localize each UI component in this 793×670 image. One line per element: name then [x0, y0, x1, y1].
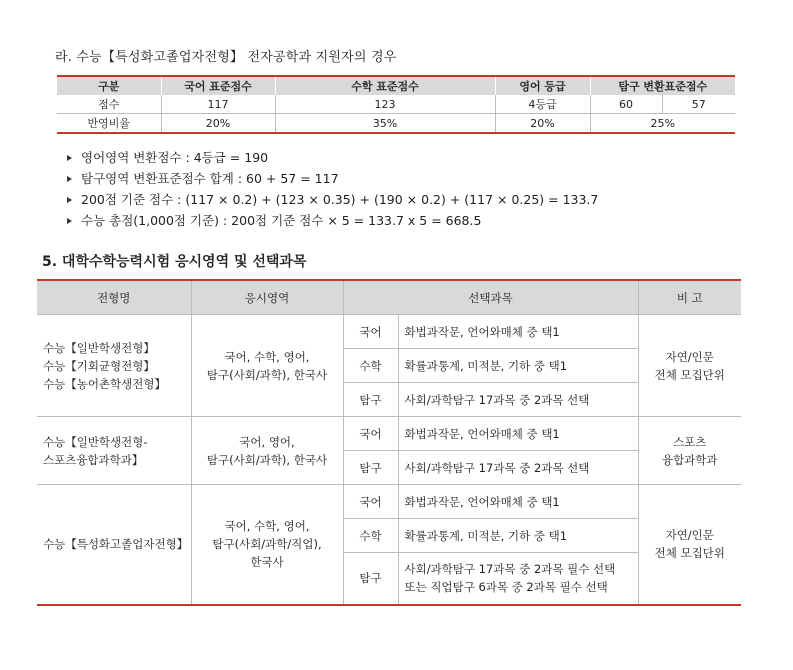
cell-value: 4등급	[495, 95, 590, 114]
exam-areas-cell: 국어, 수학, 영어, 탐구(사회/과학), 한국사	[191, 315, 343, 417]
score-example-table	[57, 75, 735, 134]
subject-area-cell: 국어	[343, 485, 398, 519]
notes-cell: 스포츠 융합과학과	[638, 417, 741, 485]
subject-options-cell: 화법과작문, 언어와매체 중 택1	[398, 315, 638, 349]
subject-options-cell: 사회/과학탐구 17과목 중 2과목 선택	[398, 451, 638, 485]
header-category: 구분	[57, 76, 161, 95]
admission-type-cell: 수능【특성화고졸업자전형】	[37, 485, 191, 605]
cell-value: 20%	[495, 114, 590, 134]
cell-value: 25%	[590, 114, 735, 134]
section-ra-title: 라. 수능【특성화고졸업자전형】 전자공학과 지원자의 경우	[55, 50, 397, 65]
row-label: 점수	[57, 95, 161, 114]
cell-value: 35%	[275, 114, 495, 134]
table-row	[57, 95, 735, 114]
exam-areas-table	[37, 279, 741, 606]
list-item: 수능 총점(1,000점 기준) : 200점 기준 점수 × 5 = 133.7 x 5 = 668.5	[67, 210, 598, 231]
subject-area-cell: 탐구	[343, 451, 398, 485]
header-math: 수학 표준점수	[275, 76, 495, 95]
notes-cell: 자연/인문 전체 모집단위	[638, 315, 741, 417]
table-row	[57, 114, 735, 134]
bullet-triangle-icon	[67, 218, 72, 224]
subject-area-cell: 국어	[343, 315, 398, 349]
subject-options-cell: 화법과작문, 언어와매체 중 택1	[398, 485, 638, 519]
cell-value: 123	[275, 95, 495, 114]
calculation-list	[67, 147, 598, 231]
bullet-triangle-icon	[67, 197, 72, 203]
admission-type-cell: 수능【일반학생전형- 스포츠융합과학과】	[37, 417, 191, 485]
subject-options-cell: 화법과작문, 언어와매체 중 택1	[398, 417, 638, 451]
table-row	[37, 315, 741, 349]
section-5-title: 5. 대학수학능력시험 응시영역 및 선택과목	[42, 254, 307, 270]
subject-area-cell: 수학	[343, 519, 398, 553]
header-korean: 국어 표준점수	[161, 76, 275, 95]
subject-area-cell: 탐구	[343, 553, 398, 605]
cell-value: 60	[590, 95, 662, 114]
exam-areas-cell: 국어, 수학, 영어, 탐구(사회/과학/직업), 한국사	[191, 485, 343, 605]
table-header-row	[57, 76, 735, 95]
list-item: 200점 기준 점수 : (117 × 0.2) + (123 × 0.35) + (190 × 0.2) + (117 × 0.25) = 133.7	[67, 189, 598, 210]
table-row	[37, 417, 741, 451]
header-elective-subjects: 선택과목	[343, 280, 638, 315]
header-exam-areas: 응시영역	[191, 280, 343, 315]
list-item: 영어영역 변환점수 : 4등급 = 190	[67, 147, 598, 168]
list-item: 탐구영역 변환표준점수 합계 : 60 + 57 = 117	[67, 168, 598, 189]
bullet-triangle-icon	[67, 176, 72, 182]
notes-cell: 자연/인문 전체 모집단위	[638, 485, 741, 605]
exam-areas-cell: 국어, 영어, 탐구(사회/과학), 한국사	[191, 417, 343, 485]
subject-options-cell: 확률과통계, 미적분, 기하 중 택1	[398, 519, 638, 553]
subject-area-cell: 수학	[343, 349, 398, 383]
header-notes: 비 고	[638, 280, 741, 315]
table-row	[37, 485, 741, 519]
subject-options-cell: 확률과통계, 미적분, 기하 중 택1	[398, 349, 638, 383]
subject-options-cell: 사회/과학탐구 17과목 중 2과목 선택	[398, 383, 638, 417]
header-inquiry: 탐구 변환표준점수	[590, 76, 735, 95]
cell-value: 57	[662, 95, 735, 114]
cell-value: 117	[161, 95, 275, 114]
table-header-row	[37, 280, 741, 315]
subject-area-cell: 탐구	[343, 383, 398, 417]
row-label: 반영비율	[57, 114, 161, 134]
header-admission-type: 전형명	[37, 280, 191, 315]
admission-type-cell: 수능【일반학생전형】 수능【기회균형전형】 수능【농어촌학생전형】	[37, 315, 191, 417]
subject-options-cell: 사회/과학탐구 17과목 중 2과목 필수 선택 또는 직업탐구 6과목 중 2과목 필수 선택	[398, 553, 638, 605]
cell-value: 20%	[161, 114, 275, 134]
subject-area-cell: 국어	[343, 417, 398, 451]
bullet-triangle-icon	[67, 155, 72, 161]
header-english: 영어 등급	[495, 76, 590, 95]
